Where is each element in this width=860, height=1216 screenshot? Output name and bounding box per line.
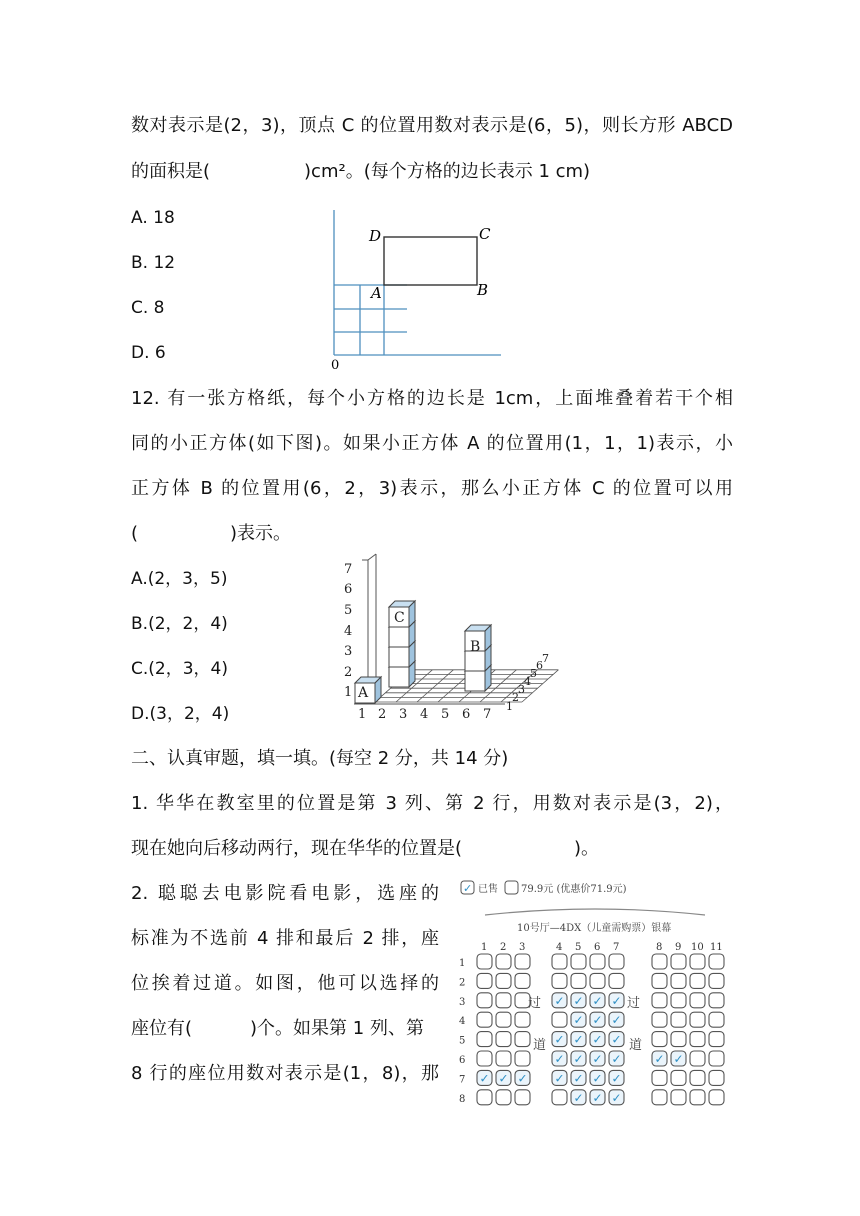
seat-r6-c11[interactable] [709,1051,724,1066]
seat-r2-c5[interactable] [571,973,586,988]
cube-c-stack-3-front [389,627,409,647]
row-number-1: 1 [459,958,466,969]
q11-text-part-a: 的面积是( [131,161,211,182]
col-number-6: 6 [594,942,601,953]
seat-sold-check-icon: ✓ [554,1032,565,1047]
y-tick-6: 6 [344,582,353,597]
label-b: B [477,281,489,299]
cube-b-stack-1-front [465,671,485,691]
y-tick-2: 2 [344,665,353,680]
screen-arc [485,909,705,915]
depth-axis-ticks [506,652,549,713]
y-tick-5: 5 [344,603,353,618]
q11-text-line-2 [131,159,733,185]
seat-sold-check-icon: ✓ [611,1032,622,1047]
seat-r2-c7[interactable] [609,973,624,988]
seat-sold-check-icon: ✓ [611,1090,622,1105]
seat-sold-check-icon: ✓ [573,1032,584,1047]
cube-a-label: A [358,685,369,701]
x-tick-5: 5 [441,707,450,722]
aisle-right-char-2: 道 [629,1038,643,1053]
f2-text-line-3: 位挨着过道。如图，他可以选择的 [131,973,439,994]
col-number-4: 4 [556,942,563,953]
seat-r1-c9[interactable] [671,954,686,969]
row-number-2: 2 [459,977,466,989]
seat-r3-c10[interactable] [690,993,705,1008]
section-2-heading: 二、认真审题，填一填。(每空 2 分，共 14 分) [131,748,509,769]
f2-text-part-a: 座位有( [131,1018,193,1039]
seat-sold-check-icon: ✓ [592,1052,603,1066]
seat-sold-check-icon: ✓ [573,1052,584,1066]
f2-text-line-4 [131,1016,439,1042]
seat-sold-check-icon: ✓ [592,1090,603,1105]
seat-r7-c11[interactable] [709,1070,724,1085]
q12-option-d[interactable]: D.(3，2，4) [131,704,230,724]
col-number-9: 9 [675,942,682,953]
z-tick-3: 3 [518,683,525,696]
label-a: A [371,284,382,302]
seat-r8-c2[interactable] [496,1090,511,1105]
seat-sold-check-icon: ✓ [592,1013,603,1028]
seat-r6-c2[interactable] [496,1051,511,1066]
col-number-11: 11 [710,942,723,953]
seat-sold-check-icon: ✓ [479,1071,490,1086]
seat-sold-check-icon: ✓ [573,993,584,1008]
seat-r3-c2[interactable] [496,993,511,1008]
seat-r2-c3[interactable] [515,973,530,988]
seat-r4-c4[interactable] [552,1012,567,1027]
seat-r2-c9[interactable] [671,973,686,988]
seat-r2-c10[interactable] [690,973,705,988]
q11-text-line-1: 数对表示是(2，3)，顶点 C 的位置用数对表示是(6，5)，则长方形 ABCD [131,115,733,136]
seat-r3-c9[interactable] [671,993,686,1008]
f1-text-line-1: 1. 华华在教室里的位置是第 3 列、第 2 行，用数对表示是(3，2)， [131,793,733,814]
q12-option-a[interactable]: A.(2，3，5) [131,569,228,589]
seat-sold-check-icon: ✓ [517,1071,528,1086]
seat-r3-c8[interactable] [652,993,667,1008]
x-tick-1: 1 [358,707,367,722]
legend-sold-label: 已售 [478,884,498,895]
legend-available-box [505,881,518,894]
seat-r4-c3[interactable] [515,1012,530,1027]
seat-grid [477,954,724,1105]
y-tick-1: 1 [344,685,353,700]
q12-option-c[interactable]: C.(2，3，4) [131,659,228,679]
q12-text-line-2: 同的小正方体(如下图)。如果小正方体 A 的位置用(1，1，1)表示，小 [131,433,733,454]
f2-text-line-2: 标准为不选前 4 排和最后 2 排，座 [131,928,439,949]
seat-r1-c8[interactable] [652,954,667,969]
seat-sold-check-icon: ✓ [498,1071,509,1086]
f2-text-part-b: )个。如果第 1 列、第 [250,1018,424,1039]
seat-r7-c9[interactable] [671,1070,686,1085]
aisle-left-char-1: 过 [528,996,542,1011]
seat-sold-check-icon: ✓ [611,1013,622,1028]
seat-sold-check-icon: ✓ [592,993,603,1008]
q11-option-a[interactable]: A. 18 [131,208,175,228]
legend-price-label: 79.9元 (优惠价71.9元) [521,884,627,895]
seat-r2-c11[interactable] [709,973,724,988]
seat-sold-check-icon: ✓ [611,1071,622,1086]
seat-r1-c6[interactable] [590,954,605,969]
col-number-7: 7 [613,942,620,953]
q11-text-part-b: )cm²。(每个方格的边长表示 1 cm) [304,161,591,182]
seat-r1-c3[interactable] [515,954,530,969]
f2-text-line-1: 2. 聪聪去电影院看电影，选座的 [131,883,439,904]
seat-r8-c9[interactable] [671,1090,686,1105]
rectangle-abcd [384,237,477,285]
seat-r3-c11[interactable] [709,993,724,1008]
row-number-6: 6 [459,1055,466,1066]
cube-b-label: B [470,639,481,655]
seat-r5-c3[interactable] [515,1032,530,1047]
seat-r5-c10[interactable] [690,1032,705,1047]
row-numbers [459,958,465,1105]
f1-text-part-b: )。 [574,838,600,859]
cube-c-label: C [394,610,405,626]
seat-sold-check-icon: ✓ [554,993,565,1008]
seat-r4-c2[interactable] [496,1012,511,1027]
seat-r1-c2[interactable] [496,954,511,969]
y-tick-4: 4 [344,624,353,639]
z-tick-5: 5 [530,667,537,680]
seat-r7-c8[interactable] [652,1070,667,1085]
seat-sold-check-icon: ✓ [554,1071,565,1086]
q12-text-line-4 [131,521,733,547]
seat-sold-check-icon: ✓ [611,1052,622,1066]
aisle-right-char-1: 过 [627,996,641,1011]
seat-r1-c4[interactable] [552,954,567,969]
x-tick-4: 4 [420,707,429,722]
q12-option-b[interactable]: B.(2，2，4) [131,614,228,634]
seat-r4-c11[interactable] [709,1012,724,1027]
q12-text-part-a: ( [131,523,139,544]
z-tick-6: 6 [536,659,543,672]
seat-r7-c10[interactable] [690,1070,705,1085]
seat-r8-c4[interactable] [552,1090,567,1105]
seat-r2-c4[interactable] [552,973,567,988]
seat-r4-c8[interactable] [652,1012,667,1027]
z-tick-4: 4 [524,675,531,688]
q11-option-b[interactable]: B. 12 [131,253,176,273]
horizontal-axis-ticks [358,707,491,722]
col-number-5: 5 [575,942,582,953]
seat-r1-c5[interactable] [571,954,586,969]
seat-r8-c11[interactable] [709,1090,724,1105]
seat-sold-check-icon: ✓ [573,1071,584,1086]
seat-r1-c11[interactable] [709,954,724,969]
seat-r1-c10[interactable] [690,954,705,969]
seat-r2-c8[interactable] [652,973,667,988]
q12-text-line-1: 12. 有一张方格纸，每个小方格的边长是 1cm，上面堆叠着若干个相 [131,388,733,409]
seat-r6-c10[interactable] [690,1051,705,1066]
column-numbers [481,942,723,953]
seat-r3-c1[interactable] [477,993,492,1008]
seat-sold-check-icon: ✓ [573,1013,584,1028]
seat-r5-c8[interactable] [652,1032,667,1047]
seat-r4-c9[interactable] [671,1012,686,1027]
col-number-1: 1 [481,942,488,953]
cube-stack-figure [338,552,570,722]
z-tick-7: 7 [542,652,549,665]
col-number-8: 8 [656,942,663,953]
seat-r8-c10[interactable] [690,1090,705,1105]
x-tick-7: 7 [483,707,492,722]
q11-option-c[interactable]: C. 8 [131,298,165,318]
cube-c-stack-2-front [389,647,409,667]
row-number-4: 4 [459,1016,466,1028]
rectangle-grid-figure [325,205,510,375]
col-number-10: 10 [691,942,704,953]
seat-r1-c1[interactable] [477,954,492,969]
seat-r8-c3[interactable] [515,1090,530,1105]
seat-r8-c8[interactable] [652,1090,667,1105]
seat-sold-check-icon: ✓ [611,993,622,1008]
z-tick-2: 2 [512,691,519,704]
row-number-5: 5 [459,1035,466,1047]
x-tick-2: 2 [378,707,387,722]
row-number-3: 3 [459,996,466,1008]
seat-r5-c1[interactable] [477,1032,492,1047]
z-tick-1: 1 [506,700,513,713]
q12-text-line-3: 正方体 B 的位置用(6，2，3)表示，那么小正方体 C 的位置可以用 [131,478,733,499]
label-origin: 0 [331,358,340,373]
cube-c-stack-1-front [389,667,409,687]
x-tick-3: 3 [399,707,408,722]
x-tick-6: 6 [462,707,471,722]
seat-r6-c1[interactable] [477,1051,492,1066]
seat-r5-c9[interactable] [671,1032,686,1047]
seat-sold-check-icon: ✓ [554,1052,565,1066]
seat-r4-c1[interactable] [477,1012,492,1027]
aisle-left-char-2: 道 [533,1038,547,1053]
f2-text-line-5: 8 行的座位用数对表示是(1，8)，那 [131,1063,439,1084]
seat-sold-check-icon: ✓ [573,1090,584,1105]
col-number-2: 2 [500,942,507,953]
seat-r6-c3[interactable] [515,1051,530,1066]
seat-r2-c2[interactable] [496,973,511,988]
seat-r2-c1[interactable] [477,973,492,988]
seat-r5-c2[interactable] [496,1032,511,1047]
seat-sold-check-icon: ✓ [673,1052,684,1066]
screen-label: 10号厅—4DX（儿童需购票）银幕 [517,923,672,934]
col-number-3: 3 [519,942,526,953]
q11-option-d[interactable]: D. 6 [131,343,166,363]
y-tick-3: 3 [344,644,353,659]
y-tick-7: 7 [344,562,353,577]
seat-r2-c6[interactable] [590,973,605,988]
row-number-7: 7 [459,1074,466,1086]
seat-sold-check-icon: ✓ [592,1032,603,1047]
seat-sold-check-icon: ✓ [592,1071,603,1086]
row-number-8: 8 [459,1093,466,1105]
cinema-seat-map [455,877,740,1109]
seat-r8-c1[interactable] [477,1090,492,1105]
label-d: D [369,227,382,245]
seat-r1-c7[interactable] [609,954,624,969]
f1-text-line-2 [131,836,733,862]
seat-r5-c11[interactable] [709,1032,724,1047]
seat-r4-c10[interactable] [690,1012,705,1027]
label-c: C [479,225,491,243]
check-icon: ✓ [463,882,473,895]
f1-text-part-a: 现在她向后移动两行，现在华华的位置是( [131,838,463,859]
seat-sold-check-icon: ✓ [654,1052,665,1066]
vertical-axis-ticks [344,562,352,700]
q12-text-part-b: )表示。 [230,523,292,544]
